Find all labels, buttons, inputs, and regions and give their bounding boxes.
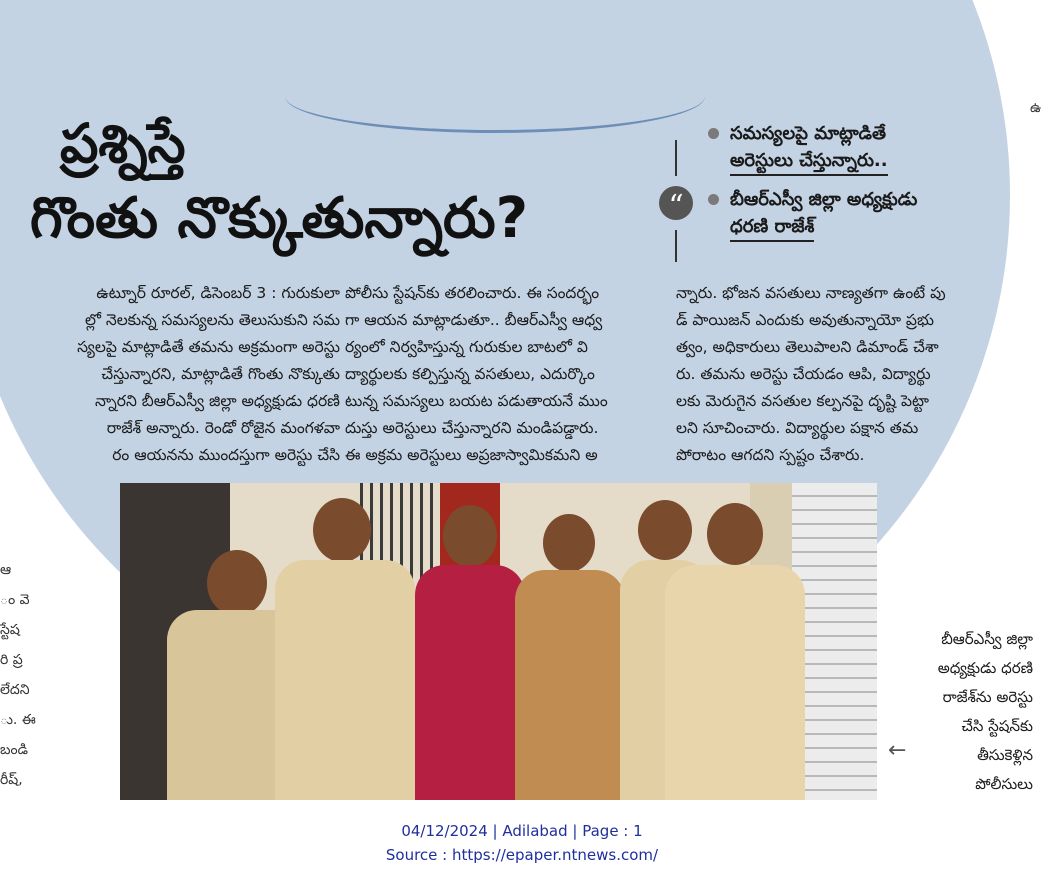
article-line: ఈ అక్రమ అరెస్టులు అప్రజాస్వామికమని అ [345,446,598,464]
highlight-bullets [708,120,1008,252]
photo-person-head [313,498,371,562]
article-line: ద్యార్థులకు కల్పిస్తున్న వసతులు, ఎదుర్కొం [345,365,595,383]
headline-line-2: గొంతు నొక్కుతున్నారు? [30,186,529,251]
article-line: ర్యంలో నిర్వహిస్తున్న గురుకుల బాటలో వి [345,338,588,356]
footer-source-link[interactable]: Source : https://epaper.ntnews.com/ [385,846,659,864]
news-photo [120,483,877,800]
bullet-item [708,186,1008,242]
fragment-line: ం వె [0,592,30,608]
quote-divider-bottom [675,230,677,262]
caption-line: తీసుకెళ్లిన [977,746,1033,764]
caption-line: బీఆర్ఎస్వీ జిల్లా [941,630,1033,648]
caption-line: పోలీసులు [975,775,1033,793]
article-column-1 [22,280,340,469]
article-line: చేస్తున్నారని, మాట్లాడితే గొంతు నొక్కుతు [101,365,340,383]
photo-person-red-shirt [415,495,525,800]
fragment-line: ు. ఈ [0,712,36,728]
caption-line: చేసి స్టేషన్‌కు [961,717,1033,735]
quote-icon: “ [659,186,693,220]
fragment-line: బండి [0,742,28,758]
quote-divider-top [675,140,677,176]
article-column-2 [345,280,665,469]
bullet-dot-icon [708,128,719,139]
fragment-line: లేదని [0,682,30,698]
article-line: లని సూచించారు. విద్యార్థుల పక్షాన తమ [676,419,919,437]
photo-person-head [443,505,497,567]
photo-person-officer-3 [665,495,805,800]
photo-person-body [275,560,415,800]
article-line: రాజేశ్ అన్నారు. రెండో రోజైన మంగళవా [106,419,340,437]
caption-line: రాజేశ్‌ను అరెస్టు [942,688,1033,706]
fragment-line: ఆ [0,562,12,578]
photo-person-head [707,503,763,565]
footer-date-edition: 04/12/2024 | Adilabad | Page : 1 [401,822,643,840]
adjacent-article-fragment [0,555,40,795]
caption-line: అధ్యక్షుడు ధరణి [937,659,1033,677]
article-line: దుస్తు అరెస్టులు చేస్తున్నారని మండిపడ్డారు. [345,419,599,437]
bullet-text-line-2: అరెస్టులు చేస్తున్నారు.. [730,148,888,176]
article-line: గా ఆయన మాట్లాడుతూ.. బీఆర్ఎస్వీ ఆధ్వ [345,311,603,329]
article-column-3 [676,280,976,469]
photo-caption [893,625,1033,799]
article-line: స్యలపై మాట్లాడితే తమను అక్రమంగా అరెస్టు [77,338,340,356]
article-line: త్వం, అధికారులు తెలుపాలని డిమాండ్ చేశా [676,338,939,356]
photo-person-body [665,565,805,800]
article-line: ఉట్నూర్ రూరల్, డిసెంబర్ 3 : గురుకులా [96,284,340,302]
photo-person-head [543,514,595,572]
photo-person-brown-shirt [515,500,625,800]
fragment-line: రి ప్ర [0,652,23,668]
headline-line-1: ప్రశ్నిస్తే [60,112,186,175]
bullet-text-line-1: బీఆర్ఎస్వీ జిల్లా అధ్యక్షుడు [730,189,918,210]
decorative-arc [285,60,705,133]
photo-person-body [515,570,625,800]
article-line: టున్న సమస్యలు బయట పడుతాయనే ముం [345,392,608,410]
article-line: న్నారు. భోజన వసతులు నాణ్యతగా ఉంటే పు [676,284,946,302]
article-line: పోలీసు స్టేషన్‌కు తరలించారు. ఈ సందర్భం [345,284,600,302]
photo-person-head [207,550,267,616]
fragment-line: స్టేష [0,622,20,638]
caption-arrow-icon: ← [888,738,907,763]
bullet-text-line-1: సమస్యలపై మాట్లాడితే [730,123,887,144]
article-line: లకు మెరుగైన వసతుల కల్పనపై దృష్టి పెట్టా [676,392,929,410]
article-line: డ్ పాయిజన్ ఎందుకు అవుతున్నాయో ప్రభు [676,311,934,329]
article-line: ల్లో నెలకున్న సమస్యలను తెలుసుకుని సమ [84,311,340,329]
article-line: న్నారని బీఆర్ఎస్వీ జిల్లా అధ్యక్షుడు ధరణి [94,392,340,410]
article-line: పోరాటం ఆగదని స్పష్టం చేశారు. [676,446,865,464]
photo-person-officer-1 [275,490,415,800]
adjacent-right-fragment: ఉ [1030,100,1042,116]
fragment-line: రీష్, [0,772,23,788]
photo-person-body [415,565,525,800]
bullet-text-line-2: ధరణి రాజేశ్ [730,214,814,242]
article-line: రం ఆయనను ముందస్తుగా అరెస్టు చేసి [112,446,340,464]
article-line: రు. తమను అరెస్టు చేయడం ఆపి, విద్యార్థు [676,365,931,383]
bullet-item [708,120,1008,176]
bullet-dot-icon [708,194,719,205]
